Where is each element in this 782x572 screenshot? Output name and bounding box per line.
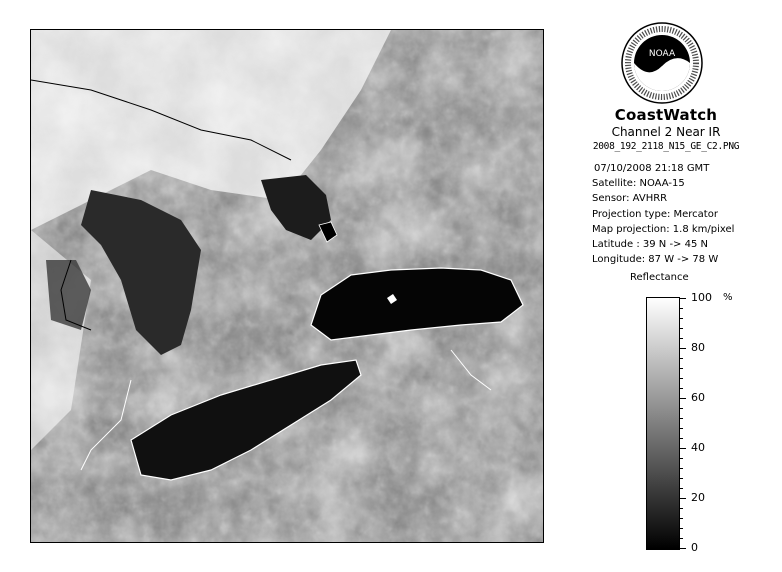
colorbar-minor-tick — [679, 348, 683, 349]
date-time: 07/10/2008 21:18 GMT — [594, 163, 710, 174]
colorbar-minor-tick — [679, 438, 683, 439]
colorbar-minor-tick — [679, 338, 683, 339]
great-lakes-map-graphic — [31, 30, 543, 542]
colorbar-tick-label: 80 — [691, 341, 705, 354]
colorbar-minor-tick — [679, 448, 683, 449]
latitude-label: Latitude : 39 N -> 45 N — [592, 239, 708, 251]
colorbar-minor-tick — [679, 398, 683, 399]
colorbar-minor-tick — [679, 418, 683, 419]
colorbar-tick-label: 60 — [691, 391, 705, 404]
colorbar-minor-tick — [679, 508, 683, 509]
colorbar-minor-tick — [679, 548, 683, 549]
colorbar-minor-tick — [679, 308, 683, 309]
satellite-label: Satellite: NOAA-15 — [592, 178, 685, 190]
colorbar-minor-tick — [679, 488, 683, 489]
colorbar-tick-label: 100 — [691, 291, 712, 304]
colorbar-minor-tick — [679, 458, 683, 459]
colorbar-minor-tick — [679, 528, 683, 529]
noaa-seal-icon — [621, 22, 703, 104]
colorbar-minor-tick — [679, 388, 683, 389]
colorbar-minor-tick — [679, 518, 683, 519]
colorbar-minor-tick — [679, 408, 683, 409]
colorbar-minor-tick — [679, 368, 683, 369]
colorbar-unit: % — [723, 292, 733, 303]
colorbar-tick-label: 20 — [691, 491, 705, 504]
app-title: CoastWatch — [614, 106, 718, 124]
colorbar-minor-tick — [679, 318, 683, 319]
longitude-label: Longitude: 87 W -> 78 W — [592, 254, 719, 266]
title-block — [566, 106, 766, 152]
colorbar-tick-label: 40 — [691, 441, 705, 454]
channel-label: Channel 2 Near IR — [611, 125, 721, 139]
projection-type-label: Projection type: Mercator — [592, 208, 718, 220]
noaa-logo-text: NOAA — [648, 49, 676, 59]
filename-label: 2008_192_2118_N15_GE_C2.PNG — [592, 141, 740, 152]
colorbar-minor-tick — [679, 538, 683, 539]
colorbar-tick-label: 0 — [691, 541, 698, 554]
colorbar-minor-tick — [679, 378, 683, 379]
colorbar-minor-tick — [679, 358, 683, 359]
colorbar-minor-tick — [679, 468, 683, 469]
colorbar-minor-tick — [679, 428, 683, 429]
legend-title: Reflectance — [630, 272, 689, 283]
map-projection-label: Map projection: 1.8 km/pixel — [592, 223, 735, 235]
reflectance-colorbar — [646, 297, 680, 550]
sensor-label: Sensor: AVHRR — [592, 193, 668, 205]
satellite-map — [30, 29, 544, 543]
noaa-logo — [621, 22, 703, 104]
colorbar-minor-tick — [679, 478, 683, 479]
metadata-block — [592, 161, 734, 267]
colorbar-axis — [679, 297, 680, 550]
colorbar-minor-tick — [679, 498, 683, 499]
colorbar-minor-tick — [679, 328, 683, 329]
colorbar-minor-tick — [679, 298, 683, 299]
